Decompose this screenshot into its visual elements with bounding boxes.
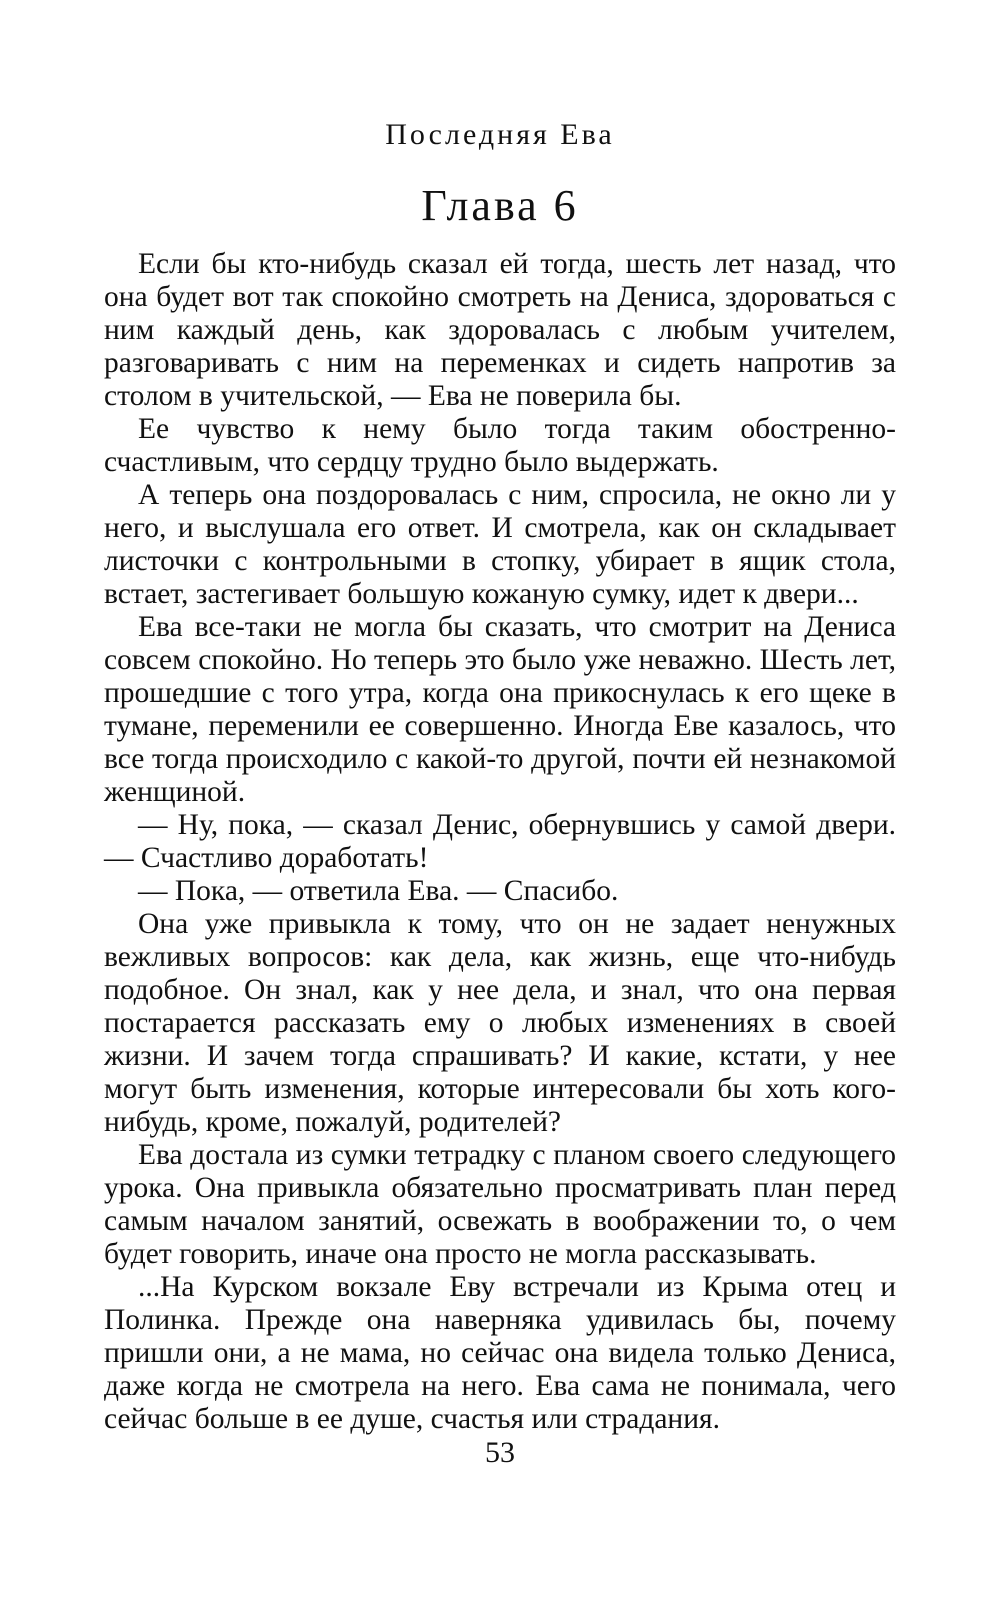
paragraph: Она уже привыкла к тому, что он не задает ненужных вежливых вопросов: как дела, как жизнь, еще что-нибудь подобное. Он знал, как у нее дела, и знал, что она первая постарается рассказать ему о любых изменениях в своей жизни. И зачем тогда спрашивать? И какие, кстати, у нее могут быть изменения, которые интересовали бы хоть кого-нибудь, кроме, пожалуй, родителей? <box>104 908 896 1138</box>
dialogue-line: — Пока, — ответила Ева. — Спасибо. <box>138 875 619 907</box>
chapter-heading: Глава 6 <box>421 181 579 230</box>
book-title: Последняя Ева <box>385 118 615 151</box>
paragraph: ...На Курском вокзале Еву встречали из Крыма отец и Полинка. Прежде она наверняка удивилась бы, почему пришли они, а не мама, но сейчас она видела только Дениса, даже когда не смотрела на него. Ева сама не понимала, чего сейчас больше в ее душе, счастья или страдания. <box>104 1271 896 1435</box>
dialogue-line: — Ну, пока, — сказал Денис, обернувшись у самой двери. — Счастливо доработать! <box>104 809 896 874</box>
paragraph: Ее чувство к нему было тогда таким обостренно-счастливым, что сердцу трудно было выдержать. <box>104 413 896 478</box>
paragraph: Ева все-таки не могла бы сказать, что смотрит на Дениса совсем спокойно. Но теперь это было уже неважно. Шесть лет, прошедшие с того утра, когда она прикоснулась к его щеке в тумане, переменили ее совершенно. Иногда Еве казалось, что все тогда происходило с какой-то другой, почти ей незнакомой женщиной. <box>104 611 896 808</box>
body-text <box>104 248 896 1436</box>
paragraph: Ева достала из сумки тетрадку с планом своего следующего урока. Она привыкла обязательно просматривать план перед самым началом занятий, освежать в воображении то, о чем будет говорить, иначе она просто не могла рассказывать. <box>104 1139 896 1270</box>
paragraph: Если бы кто-нибудь сказал ей тогда, шесть лет назад, что она будет вот так спокойно смотреть на Дениса, здороваться с ним каждый день, как здоровалась с любым учителем, разговаривать с ним на переменках и сидеть напротив за столом в учительской, — Ева не поверила бы. <box>104 248 896 412</box>
page-number: 53 <box>485 1436 515 1469</box>
paragraph: А теперь она поздоровалась с ним, спросила, не окно ли у него, и выслушала его ответ. И смотрела, как он складывает листочки с контрольными в стопку, убирает в ящик стола, встает, застегивает большую кожаную сумку, идет к двери... <box>104 479 896 610</box>
